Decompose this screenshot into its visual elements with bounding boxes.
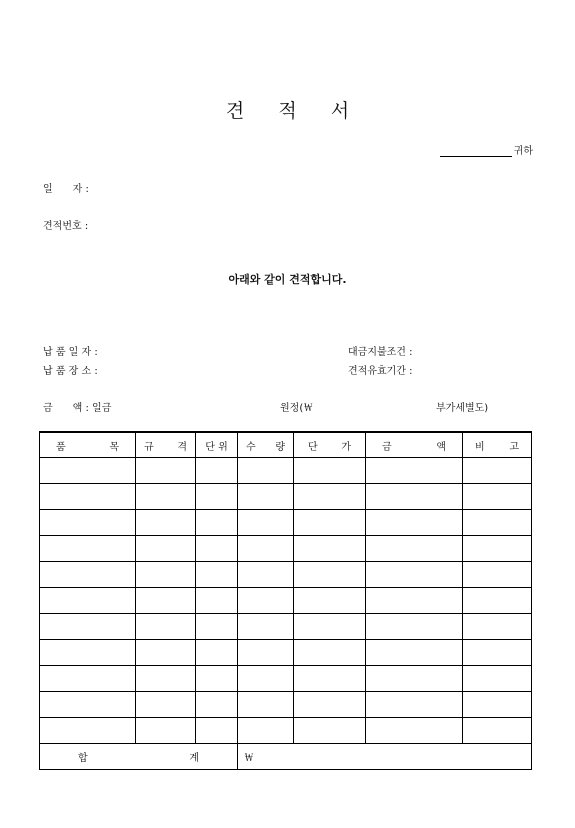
cell-unit-price[interactable] bbox=[294, 692, 366, 718]
table-header-row bbox=[40, 432, 532, 458]
cell-amount[interactable] bbox=[366, 692, 463, 718]
quote-table bbox=[39, 431, 532, 770]
cell-spec[interactable] bbox=[136, 484, 196, 510]
cell-remarks[interactable] bbox=[463, 562, 532, 588]
table-row bbox=[40, 536, 532, 562]
cell-item[interactable] bbox=[40, 510, 136, 536]
cell-unit-price[interactable] bbox=[294, 640, 366, 666]
cell-quantity[interactable] bbox=[238, 484, 294, 510]
header-item: 품 목 bbox=[40, 432, 136, 458]
cell-unit-price[interactable] bbox=[294, 536, 366, 562]
cell-remarks[interactable] bbox=[463, 640, 532, 666]
cell-quantity[interactable] bbox=[238, 718, 294, 744]
cell-spec[interactable] bbox=[136, 536, 196, 562]
recipient-blank[interactable] bbox=[440, 145, 512, 157]
cell-unit-price[interactable] bbox=[294, 458, 366, 484]
cell-item[interactable] bbox=[40, 562, 136, 588]
total-value-cell[interactable]: ￦ bbox=[238, 744, 532, 770]
cell-unit-price[interactable] bbox=[294, 588, 366, 614]
cell-unit[interactable] bbox=[196, 692, 238, 718]
cell-unit-price[interactable] bbox=[294, 666, 366, 692]
cell-item[interactable] bbox=[40, 718, 136, 744]
cell-spec[interactable] bbox=[136, 588, 196, 614]
cell-unit[interactable] bbox=[196, 458, 238, 484]
table-row bbox=[40, 458, 532, 484]
cell-unit[interactable] bbox=[196, 614, 238, 640]
table-row bbox=[40, 510, 532, 536]
cell-amount[interactable] bbox=[366, 562, 463, 588]
cell-spec[interactable] bbox=[136, 614, 196, 640]
cell-unit[interactable] bbox=[196, 536, 238, 562]
cell-spec[interactable] bbox=[136, 640, 196, 666]
payment-terms-label: 대금지불조건 : bbox=[348, 347, 413, 358]
cell-spec[interactable] bbox=[136, 510, 196, 536]
table-row bbox=[40, 640, 532, 666]
cell-unit-price[interactable] bbox=[294, 510, 366, 536]
table-row bbox=[40, 562, 532, 588]
table-row bbox=[40, 692, 532, 718]
cell-quantity[interactable] bbox=[238, 562, 294, 588]
header-unit-price: 단 가 bbox=[294, 432, 366, 458]
amount-won-text: 원정(￦ bbox=[280, 403, 314, 414]
cell-spec[interactable] bbox=[136, 718, 196, 744]
cell-remarks[interactable] bbox=[463, 614, 532, 640]
delivery-date-label: 납 품 일 자 : bbox=[43, 347, 98, 358]
cell-unit[interactable] bbox=[196, 588, 238, 614]
cell-remarks[interactable] bbox=[463, 666, 532, 692]
cell-unit-price[interactable] bbox=[294, 614, 366, 640]
cell-unit-price[interactable] bbox=[294, 484, 366, 510]
table-row bbox=[40, 484, 532, 510]
cell-amount[interactable] bbox=[366, 510, 463, 536]
cell-remarks[interactable] bbox=[463, 536, 532, 562]
cell-quantity[interactable] bbox=[238, 510, 294, 536]
cell-remarks[interactable] bbox=[463, 588, 532, 614]
quote-table-body bbox=[40, 458, 532, 744]
cell-unit[interactable] bbox=[196, 484, 238, 510]
cell-item[interactable] bbox=[40, 666, 136, 692]
cell-item[interactable] bbox=[40, 640, 136, 666]
recipient-suffix: 귀하 bbox=[513, 146, 533, 157]
table-row bbox=[40, 614, 532, 640]
header-spec: 규 격 bbox=[136, 432, 196, 458]
notice-text: 아래와 같이 견적합니다. bbox=[228, 273, 347, 286]
cell-amount[interactable] bbox=[366, 458, 463, 484]
table-row bbox=[40, 588, 532, 614]
cell-item[interactable] bbox=[40, 458, 136, 484]
cell-unit[interactable] bbox=[196, 562, 238, 588]
amount-vat-text: 부가세별도) bbox=[436, 403, 489, 414]
date-label: 일 자 : bbox=[43, 184, 89, 195]
header-unit: 단 위 bbox=[196, 432, 238, 458]
cell-amount[interactable] bbox=[366, 640, 463, 666]
cell-quantity[interactable] bbox=[238, 640, 294, 666]
cell-unit-price[interactable] bbox=[294, 718, 366, 744]
cell-remarks[interactable] bbox=[463, 458, 532, 484]
cell-quantity[interactable] bbox=[238, 614, 294, 640]
table-row bbox=[40, 718, 532, 744]
cell-unit[interactable] bbox=[196, 640, 238, 666]
cell-amount[interactable] bbox=[366, 588, 463, 614]
cell-item[interactable] bbox=[40, 614, 136, 640]
cell-remarks[interactable] bbox=[463, 484, 532, 510]
cell-quantity[interactable] bbox=[238, 588, 294, 614]
header-quantity: 수 량 bbox=[238, 432, 294, 458]
quote-number-label: 견적번호 : bbox=[43, 221, 89, 232]
cell-amount[interactable] bbox=[366, 536, 463, 562]
cell-item[interactable] bbox=[40, 588, 136, 614]
validity-label: 견적유효기간 : bbox=[348, 366, 413, 377]
cell-amount[interactable] bbox=[366, 484, 463, 510]
cell-amount[interactable] bbox=[366, 614, 463, 640]
total-row bbox=[40, 744, 532, 770]
cell-quantity[interactable] bbox=[238, 458, 294, 484]
header-remarks: 비 고 bbox=[463, 432, 532, 458]
cell-quantity[interactable] bbox=[238, 692, 294, 718]
cell-unit[interactable] bbox=[196, 718, 238, 744]
document-title: 견 적 서 bbox=[225, 100, 364, 122]
cell-unit-price[interactable] bbox=[294, 562, 366, 588]
cell-quantity[interactable] bbox=[238, 536, 294, 562]
cell-spec[interactable] bbox=[136, 562, 196, 588]
recipient-line bbox=[440, 142, 533, 157]
cell-item[interactable] bbox=[40, 692, 136, 718]
cell-remarks[interactable] bbox=[463, 718, 532, 744]
cell-unit[interactable] bbox=[196, 666, 238, 692]
amount-label: 금 액 : 일금 bbox=[43, 403, 112, 414]
cell-unit[interactable] bbox=[196, 510, 238, 536]
table-row bbox=[40, 666, 532, 692]
cell-quantity[interactable] bbox=[238, 666, 294, 692]
cell-spec[interactable] bbox=[136, 666, 196, 692]
cell-spec[interactable] bbox=[136, 458, 196, 484]
cell-item[interactable] bbox=[40, 536, 136, 562]
cell-remarks[interactable] bbox=[463, 692, 532, 718]
header-amount: 금 액 bbox=[366, 432, 463, 458]
cell-amount[interactable] bbox=[366, 718, 463, 744]
cell-amount[interactable] bbox=[366, 666, 463, 692]
delivery-place-label: 납 품 장 소 : bbox=[43, 366, 98, 377]
total-label-cell: 합 계 bbox=[40, 744, 238, 770]
cell-spec[interactable] bbox=[136, 692, 196, 718]
cell-remarks[interactable] bbox=[463, 510, 532, 536]
cell-item[interactable] bbox=[40, 484, 136, 510]
